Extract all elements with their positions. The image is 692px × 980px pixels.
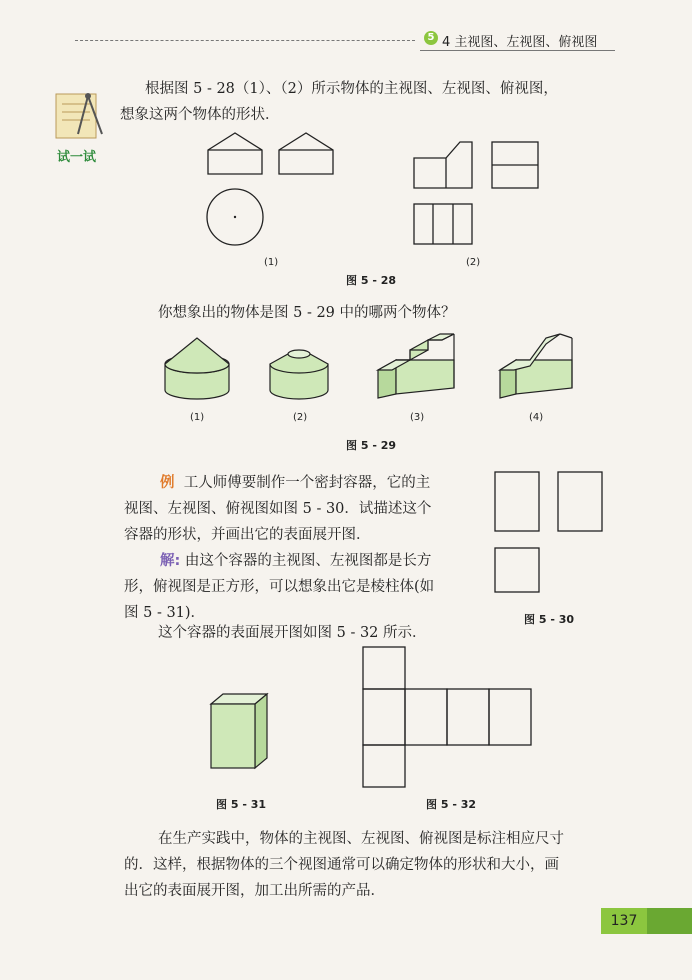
fig-5-32-caption: 图 5 - 32 [426, 798, 477, 811]
fig-5-30-views [492, 470, 612, 600]
section-badge: 5 [424, 31, 438, 45]
header-rule [75, 40, 415, 41]
fig-5-29-caption: 图 5 - 29 [346, 439, 397, 452]
solid-1 [165, 338, 229, 399]
fig-5-31-prism [205, 690, 275, 772]
question-text: 你想象出的物体是图 5 - 29 中的哪两个物体？ [158, 305, 456, 321]
fig-5-31-caption: 图 5 - 31 [216, 798, 267, 811]
fig-5-28-sub2: (2) [466, 257, 481, 268]
fig-5-29-sub4: (4) [529, 412, 544, 423]
fig-5-32-net [360, 645, 540, 795]
solid-4 [500, 334, 572, 398]
fig-5-29-sub1: (1) [190, 412, 205, 423]
solution-text-1: 由这个容器的主视图、左视图都是长方 [184, 553, 432, 569]
header-rule-underline [420, 50, 615, 51]
example-line-2: 视图、左视图、俯视图如图 5 - 30．试描述这个 [124, 501, 432, 517]
solid-3 [378, 334, 454, 398]
closing-line-1: 在生产实践中，物体的主视图、左视图、俯视图是标注相应尺寸 [158, 831, 564, 847]
fig-5-28-1-views [205, 130, 325, 250]
fig-5-29-sub2: (2) [293, 412, 308, 423]
fig-5-28-2-views [414, 140, 574, 250]
fig-5-28-caption: 图 5 - 28 [346, 274, 397, 287]
solution-label: 解: [160, 553, 181, 569]
example-line-3: 容器的形状，并画出它的表面展开图． [124, 527, 371, 543]
closing-line-2: 的．这样，根据物体的三个视图通常可以确定物体的形状和大小，画 [124, 857, 559, 873]
example-line-1 [160, 470, 430, 496]
fig-5-29-sub3: (3) [410, 412, 425, 423]
fig-5-29-solids [160, 332, 580, 412]
fig-5-30-caption: 图 5 - 30 [524, 613, 575, 626]
unfold-text: 这个容器的表面展开图如图 5 - 32 所示． [158, 625, 427, 641]
closing-line-3: 出它的表面展开图，加工出所需的产品． [124, 883, 385, 899]
solution-line-3: 图 5 - 31)． [124, 605, 206, 621]
solution-line-1 [160, 548, 431, 574]
try-it-label: 试一试 [57, 150, 97, 165]
section-title: 4 主视图、左视图、俯视图 [442, 35, 598, 50]
solution-line-2: 形，俯视图是正方形，可以想象出它是棱柱体(如 [124, 579, 435, 595]
page-color-strip [647, 908, 692, 934]
page-number: 137 [601, 908, 647, 934]
solid-2 [270, 350, 328, 399]
example-text-1: 工人师傅要制作一个密封容器，它的主 [183, 475, 431, 491]
fig-5-28-sub1: (1) [264, 257, 279, 268]
intro-line-2: 想象这两个物体的形状． [120, 107, 280, 123]
intro-line-1: 根据图 5 - 28（1）、（2）所示物体的主视图、左视图、俯视图， [145, 81, 558, 97]
example-label: 例 [160, 475, 175, 491]
